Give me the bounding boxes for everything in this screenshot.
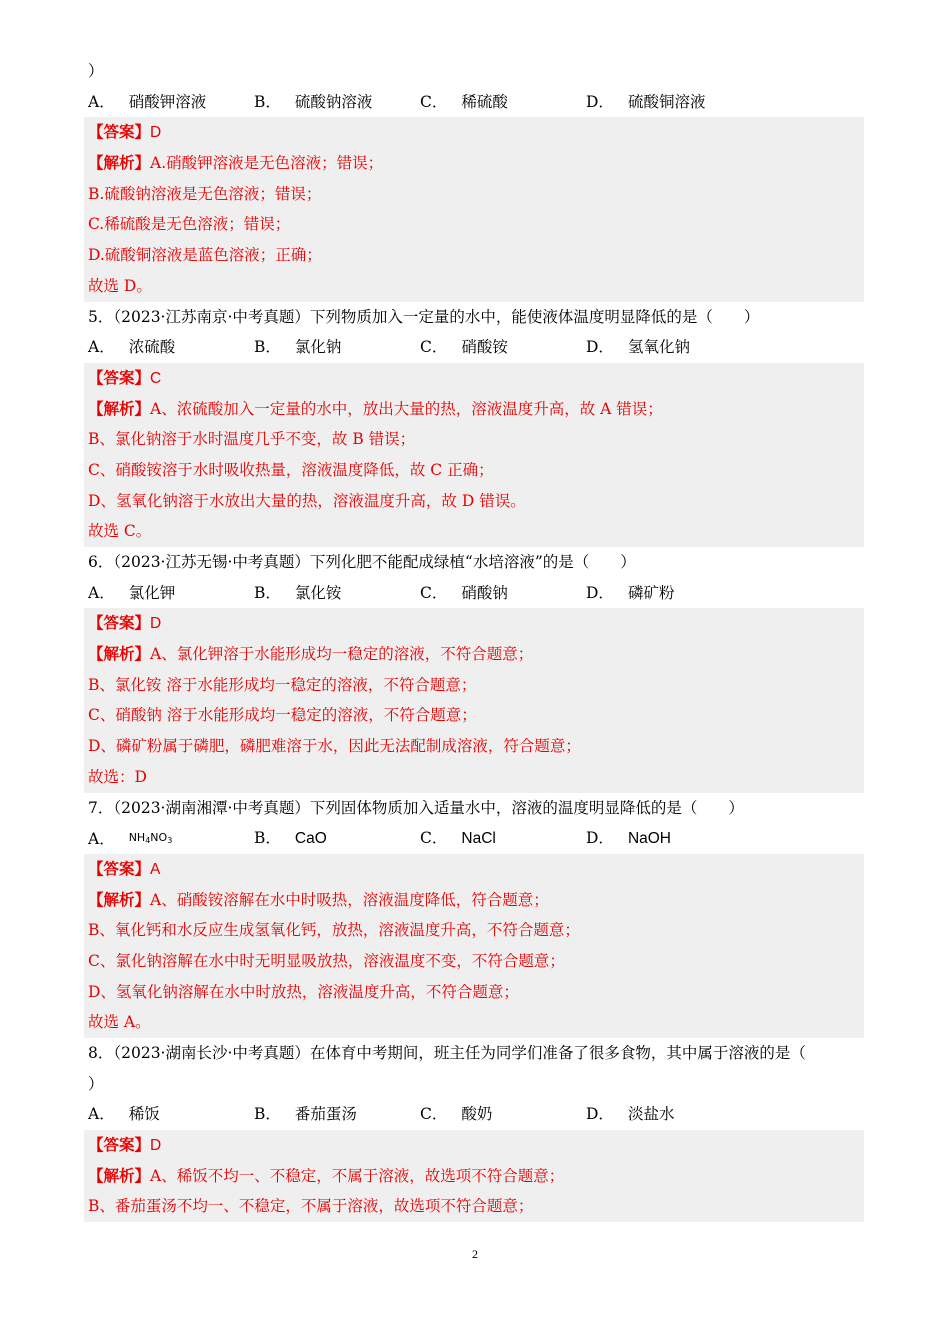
q7-analysis-line: C、氯化钠溶解在水中时无明显吸放热，溶液温度不变，不符合题意； [88,951,565,970]
q4-stem-tail: ） [88,62,104,80]
q6-option-d: D． 磷矿粉 [586,583,675,602]
q6-answer: 【答案】D [88,613,162,633]
q4-option-d: D． 硫酸铜溶液 [586,92,706,111]
q6-analysis-line: D、磷矿粉属于磷肥，磷肥难溶于水，因此无法配制成溶液，符合题意； [88,737,581,756]
q7-analysis-line: D、氢氧化钠溶解在水中时放热，溶液温度升高，不符合题意； [88,982,519,1001]
q5-analysis-line: D、氢氧化钠溶于水放出大量的热，溶液温度升高，故 D 错误。 [88,491,526,510]
q5-answer-box [84,363,864,547]
q4-analysis-line: B.硫酸钠溶液是无色溶液；错误； [88,184,322,203]
q7-option-c: C． NaCl [420,829,496,848]
page-number: 2 [472,1247,478,1261]
q4-analysis-line: D.硫酸铜溶液是蓝色溶液；正确； [88,246,322,265]
q4-answer-box [84,117,864,301]
q7-stem: 7．（2023·湖南湘潭·中考真题）下列固体物质加入适量水中，溶液的温度明显降低的是（ ） [88,798,744,817]
q6-answer-box [84,608,864,792]
q6-option-b: B． 氯化铵 [254,583,342,602]
q8-option-b: B． 番茄蛋汤 [254,1105,357,1124]
q6-stem: 6．（2023·江苏无锡·中考真题）下列化肥不能配成绿植“水培溶液”的是（ ） [88,553,636,571]
q6-analysis-line: B、氯化铵 溶于水能形成均一稳定的溶液，不符合题意； [88,675,477,694]
q8-analysis-line: B、番茄蛋汤不均一、不稳定，不属于溶液，故选项不符合题意； [88,1197,534,1216]
q4-option-a: A． 硝酸钾溶液 [88,92,207,111]
q5-analysis-line: C、硝酸铵溶于水时吸收热量，溶液温度降低，故 C 正确； [88,460,494,479]
q5-option-b: B． 氯化钠 [254,338,342,357]
q8-answer: 【答案】D [88,1135,162,1155]
document-page [88,56,864,1222]
q8-stem-tail: ） [88,1074,104,1093]
q4-options [88,87,864,118]
q5-stem: 5．（2023·江苏南京·中考真题）下列物质加入一定量的水中，能使液体温度明显降低的是（ ） [88,307,760,326]
q6-option-c: C． 硝酸钠 [420,583,508,602]
q7-analysis-line: B、氧化钙和水反应生成氢氧化钙，放热，溶液温度升高，不符合题意； [88,921,580,940]
q5-analysis-line: 【解析】A、浓硫酸加入一定量的水中，放出大量的热，溶液温度升高，故 A 错误； [88,398,663,418]
q8-answer-box [84,1130,864,1222]
q8-analysis-line: 【解析】A、稀饭不均一、不稳定，不属于溶液，故选项不符合题意； [88,1165,565,1185]
q4-option-c: C． 稀硫酸 [420,92,508,111]
chem-formula-nh4no3: $NH_4NO_3$ [128,831,173,846]
q8-stem: 8．（2023·湖南长沙·中考真题）在体育中考期间，班主任为同学们准备了很多食物，其中属于溶液的是（ [88,1044,806,1062]
q8-options [88,1099,864,1130]
q7-answer: 【答案】A [88,858,161,878]
q7-analysis-line: 【解析】A、硝酸铵溶解在水中时吸热，溶液温度降低，符合题意； [88,889,549,909]
q5-options [88,332,864,363]
q6-options [88,578,864,609]
q5-analysis-line: B、氯化钠溶于水时温度几乎不变，故 B 错误； [88,430,416,449]
q5-option-c: C． 硝酸铵 [420,338,508,357]
q7-option-d: D． NaOH [586,829,672,848]
q6-conclusion: 故选：D [88,767,147,786]
q8-option-c: C． 酸奶 [420,1105,493,1124]
q7-conclusion: 故选 A。 [88,1013,151,1032]
q7-option-b: B． CaO [254,829,327,848]
q5-option-d: D． 氢氧化钠 [586,338,690,357]
q5-option-a: A． 浓硫酸 [88,338,176,357]
q4-analysis-line: 【解析】A.硝酸钾溶液是无色溶液；错误； [88,153,384,173]
q4-answer: 【答案】D [88,122,162,142]
q7-answer-box [84,854,864,1038]
q8-option-d: D． 淡盐水 [586,1105,675,1124]
q4-option-b: B． 硫酸钠溶液 [254,92,373,111]
q4-conclusion: 故选 D。 [88,276,152,295]
q8-option-a: A． 稀饭 [88,1105,160,1124]
q7-options [88,823,864,854]
q4-analysis-line: C.稀硫酸是无色溶液；错误； [88,215,291,234]
q6-option-a: A． 氯化钾 [88,583,176,602]
q5-answer: 【答案】C [88,367,162,387]
q5-conclusion: 故选 C。 [88,522,152,541]
q6-analysis-line: 【解析】A、氯化钾溶于水能形成均一稳定的溶液，不符合题意； [88,644,534,664]
q7-option-a: A． $NH_4NO_3$ [88,830,173,849]
q6-analysis-line: C、硝酸钠 溶于水能形成均一稳定的溶液，不符合题意； [88,706,477,725]
